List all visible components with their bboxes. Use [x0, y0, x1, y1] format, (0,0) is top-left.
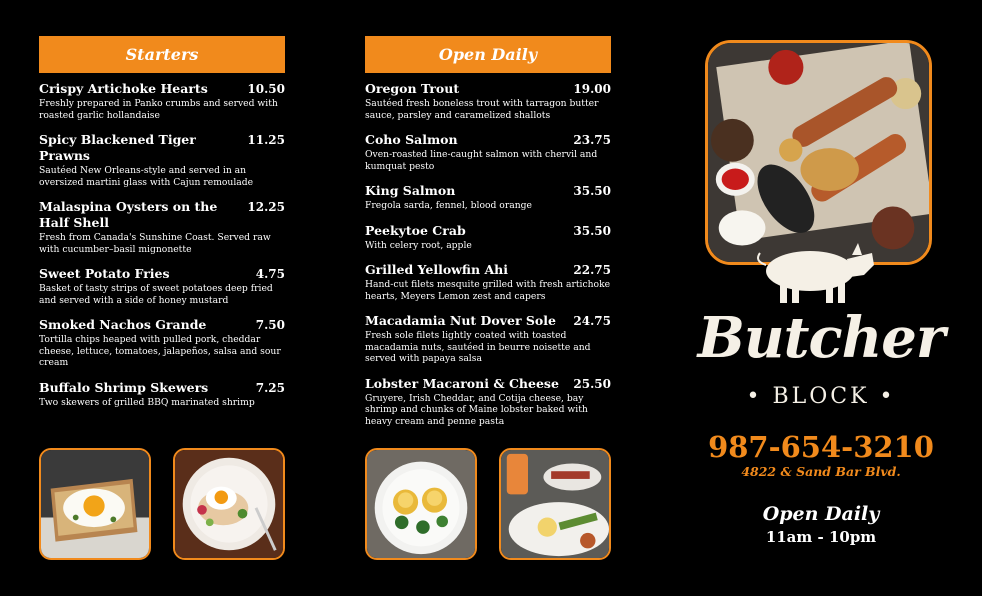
menu-item-price: 22.75	[573, 263, 611, 277]
menu-item-description: Tortilla chips heaped with pulled pork, cheddar cheese, lettuce, tomatoes, jalapeños, salsa and sour cream	[39, 334, 281, 368]
menu-item-price: 23.75	[573, 133, 611, 147]
menu-item-name: Buffalo Shrimp Skewers	[39, 379, 209, 395]
menu-item-description: Two skewers of grilled BBQ marinated shrimp	[39, 396, 255, 408]
menu-item-header	[365, 262, 611, 278]
menu-item-header	[365, 183, 611, 199]
menu-item-description: Sautéed New Orleans-style and served in an oversized martini glass with Cajun remoulade	[39, 165, 254, 188]
menu-item	[365, 81, 611, 121]
menu-item-header	[365, 376, 611, 392]
menu-item-name: Peekytoe Crab	[365, 222, 466, 238]
menu-item-name: Macadamia Nut Dover Sole	[365, 313, 556, 328]
menu-item-price: 10.50	[247, 82, 285, 96]
menu-item-name: Lobster Macaroni & Cheese	[365, 375, 559, 391]
menu-item-header	[365, 81, 611, 97]
menu-item-description: Fregola sarda, fennel, blood orange	[365, 200, 532, 211]
menu-item	[365, 376, 611, 428]
menu-item-header	[39, 317, 285, 333]
menu-item-name: Coho Salmon	[365, 132, 458, 147]
menu-item-header	[39, 81, 285, 97]
hours: 11am - 10pm	[765, 528, 877, 546]
menu-item-name: Oregon Trout	[365, 81, 460, 96]
menu-item-name: Crispy Artichoke Hearts	[39, 81, 208, 96]
menu-item-description: With celery root, apple	[365, 239, 472, 251]
menu-item-description: Freshly prepared in Panko crumbs and served with roasted garlic hollandaise	[39, 98, 278, 121]
menu-item-description: Sautéed fresh boneless trout with tarragon butter sauce, parsley and caramelized shallots	[365, 98, 599, 121]
menu-item	[39, 380, 285, 409]
menu-item	[39, 266, 285, 306]
menu-item-price: 7.50	[255, 318, 285, 332]
open-daily-list	[365, 81, 611, 427]
pig-icon	[752, 235, 882, 305]
menu-item	[365, 313, 611, 365]
menu-item-name: Smoked Nachos Grande	[39, 317, 207, 332]
menu-item-header	[39, 199, 285, 231]
menu-item-price: 35.50	[573, 223, 611, 238]
menu-item	[39, 81, 285, 121]
menu-item-description: Fresh from Canada's Sunshine Coast. Served raw with cucumber–basil mignonette	[39, 232, 271, 255]
menu-item	[365, 262, 611, 302]
menu-item-description: Basket of tasty strips of sweet potatoes deep fried and served with a side of honey mustard	[39, 283, 273, 306]
menu-item	[365, 223, 611, 252]
menu-item-price: 24.75	[573, 314, 611, 328]
menu-item-price: 7.25	[255, 380, 285, 395]
menu-item-price: 4.75	[255, 267, 285, 281]
menu-item	[365, 132, 611, 172]
starters-banner: Starters	[39, 36, 285, 73]
menu-item-description: Hand-cut filets mesquite grilled with fresh artichoke hearts, Meyers Lemon zest and capers	[365, 279, 611, 302]
menu-item-price: 11.25	[247, 133, 285, 147]
menu-item-price: 12.25	[247, 200, 285, 214]
menu-item	[365, 183, 611, 212]
phone-number: 987-654-3210	[708, 430, 934, 464]
menu-item-description: Gruyere, Irish Cheddar, and Cotija cheese, bay shrimp and chunks of Maine lobster baked with heavy cream and penne pasta	[365, 392, 588, 427]
menu-item-name: Grilled Yellowfin Ahi	[365, 262, 508, 277]
menu-item	[39, 317, 285, 369]
open-daily-section	[365, 36, 611, 438]
menu-item	[39, 199, 285, 255]
open-daily-banner: Open Daily	[365, 36, 611, 73]
menu-item-header	[365, 313, 611, 329]
menu-item-price: 25.50	[573, 376, 611, 391]
brand-subtitle: • BLOCK •	[746, 384, 896, 409]
menu-item	[39, 132, 285, 188]
grilled-meat-platter-photo	[705, 40, 932, 265]
eggs-benedict-photo	[365, 448, 477, 560]
menu-item-name: Sweet Potato Fries	[39, 266, 170, 281]
starters-section	[39, 36, 285, 419]
menu-item-header	[39, 380, 285, 396]
egg-toast-photo	[39, 448, 151, 560]
menu-item-price: 35.50	[573, 184, 611, 198]
menu-item-name: Malaspina Oysters on the Half Shell	[39, 199, 218, 230]
egg-salad-plate-photo	[173, 448, 285, 560]
starters-list	[39, 81, 285, 408]
menu-item-price: 19.00	[573, 82, 611, 96]
brand-name: Butcher	[697, 305, 945, 371]
menu-item-header	[365, 132, 611, 148]
menu-item-description: Fresh sole filets lightly coated with toasted macadamia nuts, sautéed in beurre noisette and served with papaya salsa	[365, 330, 591, 364]
menu-item-name: Spicy Blackened Tiger Prawns	[39, 132, 196, 163]
open-daily-label: Open Daily	[762, 503, 880, 525]
menu-item-header	[39, 132, 285, 164]
brunch-table-photo	[499, 448, 611, 560]
menu-item-name: King Salmon	[365, 183, 456, 198]
address: 4822 & Sand Bar Blvd.	[741, 464, 901, 479]
menu-item-header	[39, 266, 285, 282]
menu-item-header	[365, 223, 611, 239]
menu-item-description: Oven-roasted line-caught salmon with chervil and kumquat pesto	[365, 149, 598, 172]
